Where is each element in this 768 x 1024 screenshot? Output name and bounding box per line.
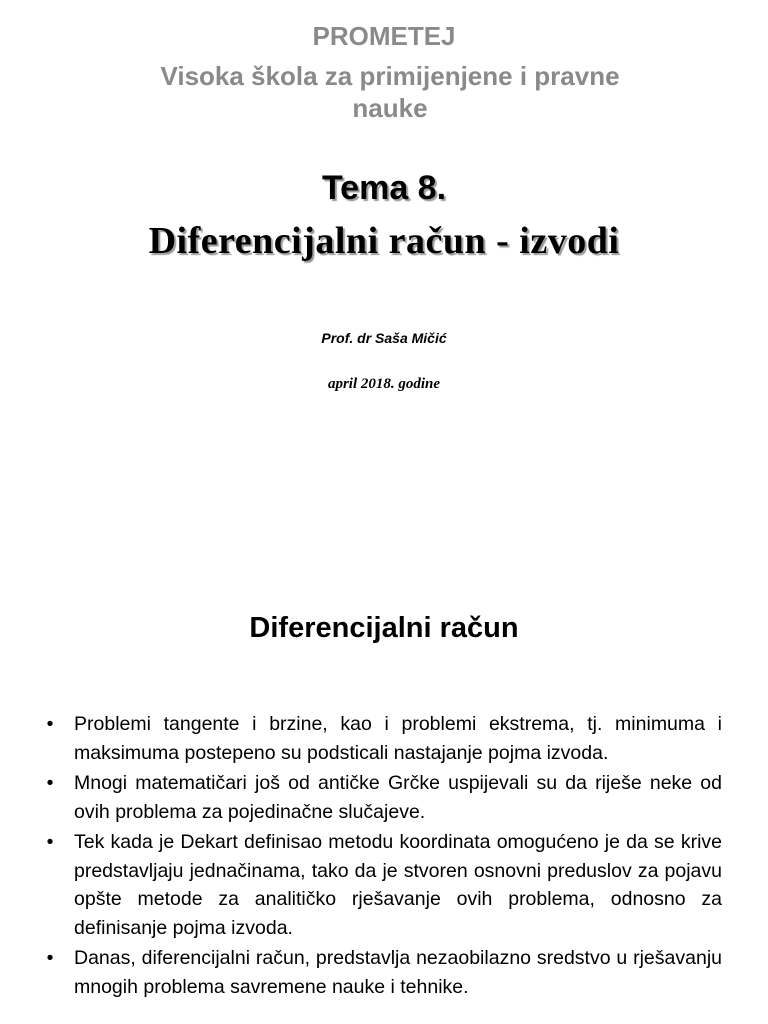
topic-number: Tema 8. — [321, 169, 447, 207]
bullet-list — [40, 710, 722, 1003]
bullet-text: Mnogi matematičari još od antičke Grčke uspijevali su da riješe neke od ovih problema za pojedinačne slučajeve. — [74, 772, 722, 823]
bullet-icon: • — [46, 713, 54, 735]
bullet-icon: • — [46, 831, 54, 853]
bullet-icon: • — [46, 947, 54, 969]
list-item — [40, 710, 722, 767]
bullet-icon: • — [46, 772, 54, 794]
topic-name: Diferencijalni račun - izvodi — [148, 220, 620, 262]
institution-name: PROMETEJ — [312, 21, 456, 51]
list-item — [40, 944, 722, 1001]
list-item — [40, 828, 722, 942]
list-item — [40, 769, 722, 826]
author-name: Prof. dr Saša Mičić — [321, 330, 447, 346]
bullet-text: Problemi tangente i brzine, kao i problemi ekstrema, tj. minimuma i maksimuma postepeno su podsticali nastajanje pojma izvoda. — [74, 713, 722, 764]
presentation-date: april 2018. godine — [327, 376, 441, 392]
bullet-text: Tek kada je Dekart definisao metodu koordinata omogućeno je da se krive predstavljaju jednačinama, tako da je stvoren osnovni preduslov za pojavu opšte metode za analitičko rješavanje ovih problema, odnosno za definisanje pojma izvoda. — [74, 831, 722, 939]
slide-title: Diferencijalni račun — [249, 612, 519, 644]
bullet-text: Danas, diferencijalni račun, predstavlja nezaobilazno sredstvo u rješavanju mnogih problema savremene nauke i tehnike. — [74, 947, 722, 998]
institution-subtitle: Visoka škola za primijenjene i pravne nauke — [160, 61, 620, 123]
